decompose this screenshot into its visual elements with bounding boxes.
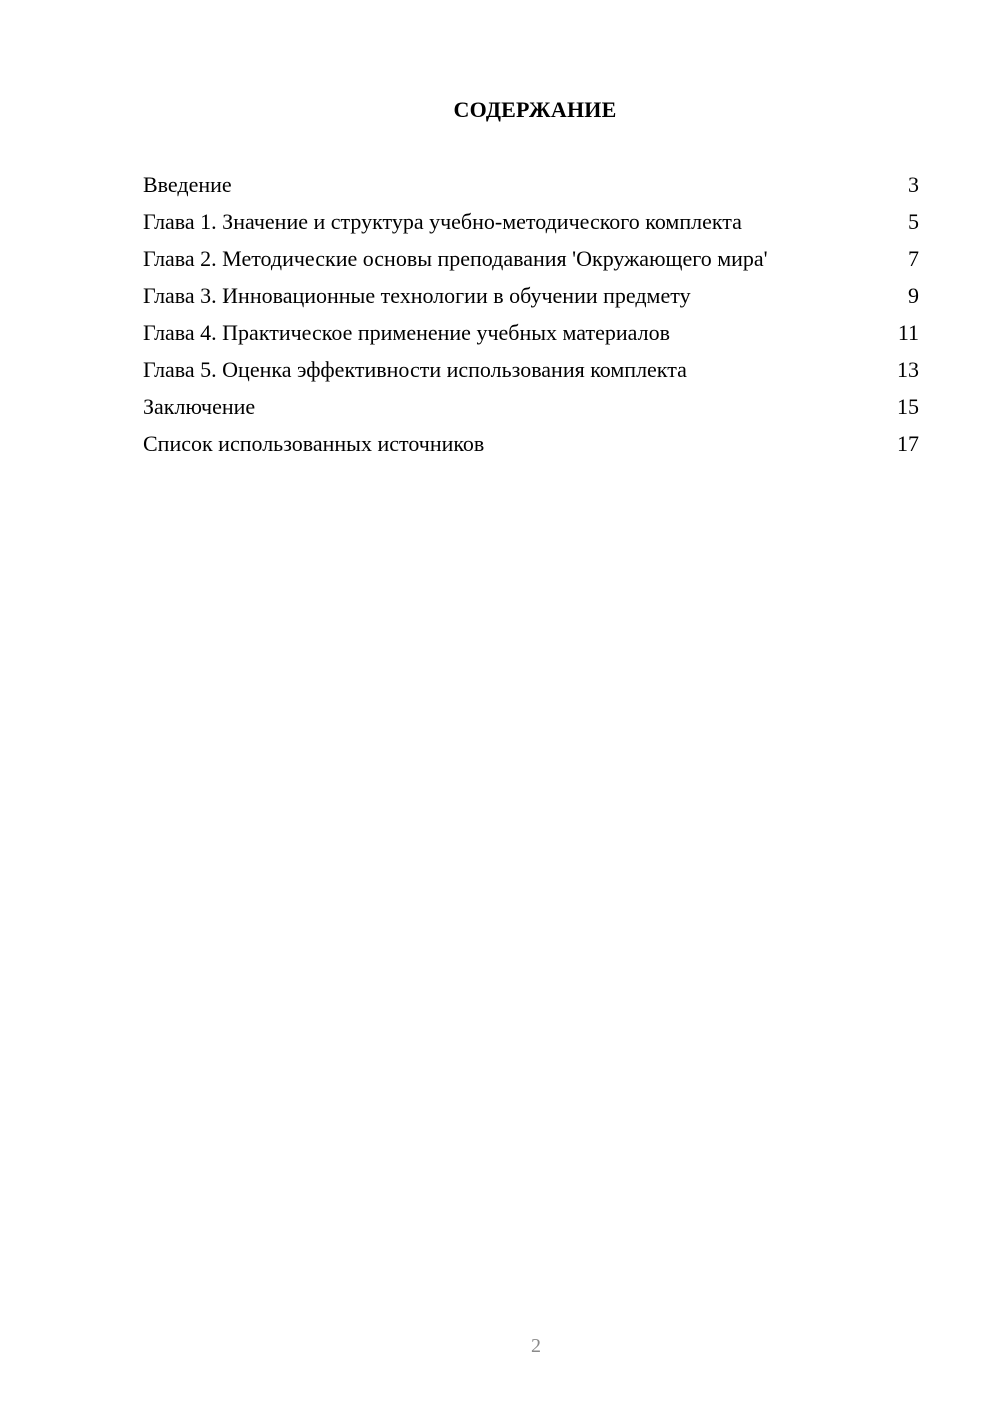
toc-entry-page: 3 (908, 172, 919, 197)
page-number: 2 (531, 1335, 541, 1357)
toc-entry (143, 319, 919, 346)
toc-entry (143, 430, 919, 457)
toc-entry-page: 7 (908, 246, 919, 271)
page-title: СОДЕРЖАНИЕ (453, 97, 617, 122)
toc-entry-page: 13 (897, 357, 919, 382)
toc-entry (143, 245, 919, 272)
toc-entry-page: 11 (897, 320, 919, 345)
toc-entry-title: Глава 4. Практическое применение учебных материалов (143, 320, 670, 345)
toc-entry-page: 15 (897, 394, 919, 419)
toc-entry (143, 208, 919, 235)
toc-entry-page: 5 (908, 209, 919, 234)
toc-entry (143, 282, 919, 309)
toc-entry (143, 171, 919, 198)
toc-entry-page: 17 (897, 431, 919, 456)
toc-entry-title: Глава 1. Значение и структура учебно-методического комплекта (143, 209, 742, 234)
toc-entry-title: Список использованных источников (143, 431, 485, 456)
toc-entry-title: Глава 3. Инновационные технологии в обучении предмету (143, 283, 691, 308)
toc-entry-title: Глава 2. Методические основы преподавания 'Окружающего мира' (143, 246, 768, 271)
toc-entry (143, 393, 919, 420)
table-of-contents (143, 171, 919, 467)
toc-entry-title: Введение (143, 172, 232, 197)
toc-entry-title: Заключение (143, 394, 256, 419)
toc-entry (143, 356, 919, 383)
toc-entry-title: Глава 5. Оценка эффективности использования комплекта (143, 357, 687, 382)
toc-entry-page: 9 (908, 283, 919, 308)
